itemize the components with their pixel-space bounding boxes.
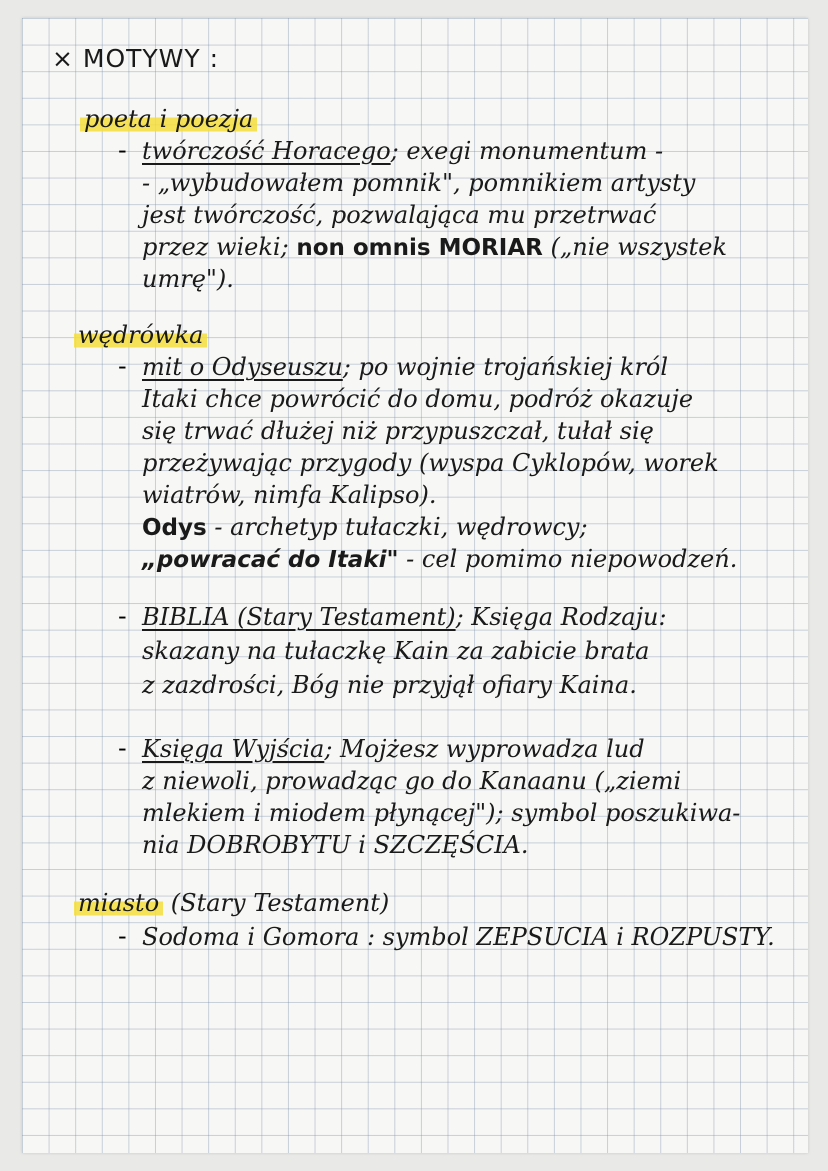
heading-note: (Stary Testament) [170, 889, 390, 917]
text-line: Sodoma i Gomora : symbol ZEPSUCIA i ROZPUSTY. [142, 923, 775, 951]
text-line [142, 232, 727, 263]
item-title: twórczość Horacego [142, 137, 391, 165]
notebook-page [22, 18, 808, 1153]
bullet-dash: - [118, 602, 127, 630]
text-line: umrę"). [142, 265, 234, 293]
text-line: mlekiem i miodem płynącej"); symbol poszukiwa- [142, 799, 741, 827]
text-line: z zazdrości, Bóg nie przyjął ofiary Kaina. [142, 671, 637, 699]
emphasis-text: Odys [142, 515, 207, 541]
item-text: ; po wojnie trojańskiej król [342, 353, 669, 381]
item-text: ; exegi monumentum - [390, 137, 664, 165]
item-text: ; Mojżesz wyprowadza lud [324, 735, 645, 763]
text-line [142, 734, 645, 764]
section-heading-wedrowka [74, 320, 207, 350]
bullet-dash: - [118, 352, 127, 380]
item-title: mit o Odyseuszu [142, 353, 343, 381]
text-line: wiatrów, nimfa Kalipso). [142, 481, 437, 509]
heading-text: miasto [74, 889, 163, 917]
text-line: skazany na tułaczkę Kain za zabicie brata [142, 637, 650, 665]
text-line: nia DOBROBYTU i SZCZĘŚCIA. [142, 831, 529, 859]
emphasis-text: non omnis MORIAR [296, 235, 543, 261]
section-heading-poeta [80, 104, 257, 134]
text-line [142, 352, 668, 382]
item-title: BIBLIA (Stary Testament) [142, 603, 456, 631]
item-title: Księga Wyjścia [142, 735, 325, 763]
text-line: z niewoli, prowadząc go do Kanaanu („ziemi [142, 767, 682, 795]
heading-text: wędrówka [74, 321, 207, 349]
heading-text: poeta i poezja [80, 105, 257, 133]
page-title: × MOTYWY : [52, 44, 220, 73]
text-fragment: przez wieki; [142, 233, 289, 261]
text-line [142, 544, 737, 575]
section-heading-miasto [74, 888, 389, 918]
bullet-dash: - [118, 734, 127, 762]
text-line [142, 602, 667, 632]
item-text: ; Księga Rodzaju: [455, 603, 667, 631]
text-line: Itaki chce powrócić do domu, podróż okazuje [142, 385, 694, 413]
text-line: się trwać dłużej niż przypuszczał, tułał się [142, 417, 654, 445]
text-line [142, 512, 588, 543]
emphasis-text: „powracać do Itaki" [142, 547, 399, 573]
text-fragment: - archetyp tułaczki, wędrowcy; [214, 513, 588, 541]
text-line: przeżywając przygody (wyspa Cyklopów, worek [142, 449, 719, 477]
text-line [142, 136, 663, 166]
text-line: - „wybudowałem pomnik", pomnikiem artysty [142, 169, 696, 197]
bullet-dash: - [118, 922, 127, 950]
text-fragment: - cel pomimo niepowodzeń. [406, 545, 738, 573]
text-line: jest twórczość, pozwalająca mu przetrwać [142, 201, 657, 229]
text-fragment: („nie wszystek [550, 233, 727, 261]
bullet-dash: - [118, 136, 127, 164]
